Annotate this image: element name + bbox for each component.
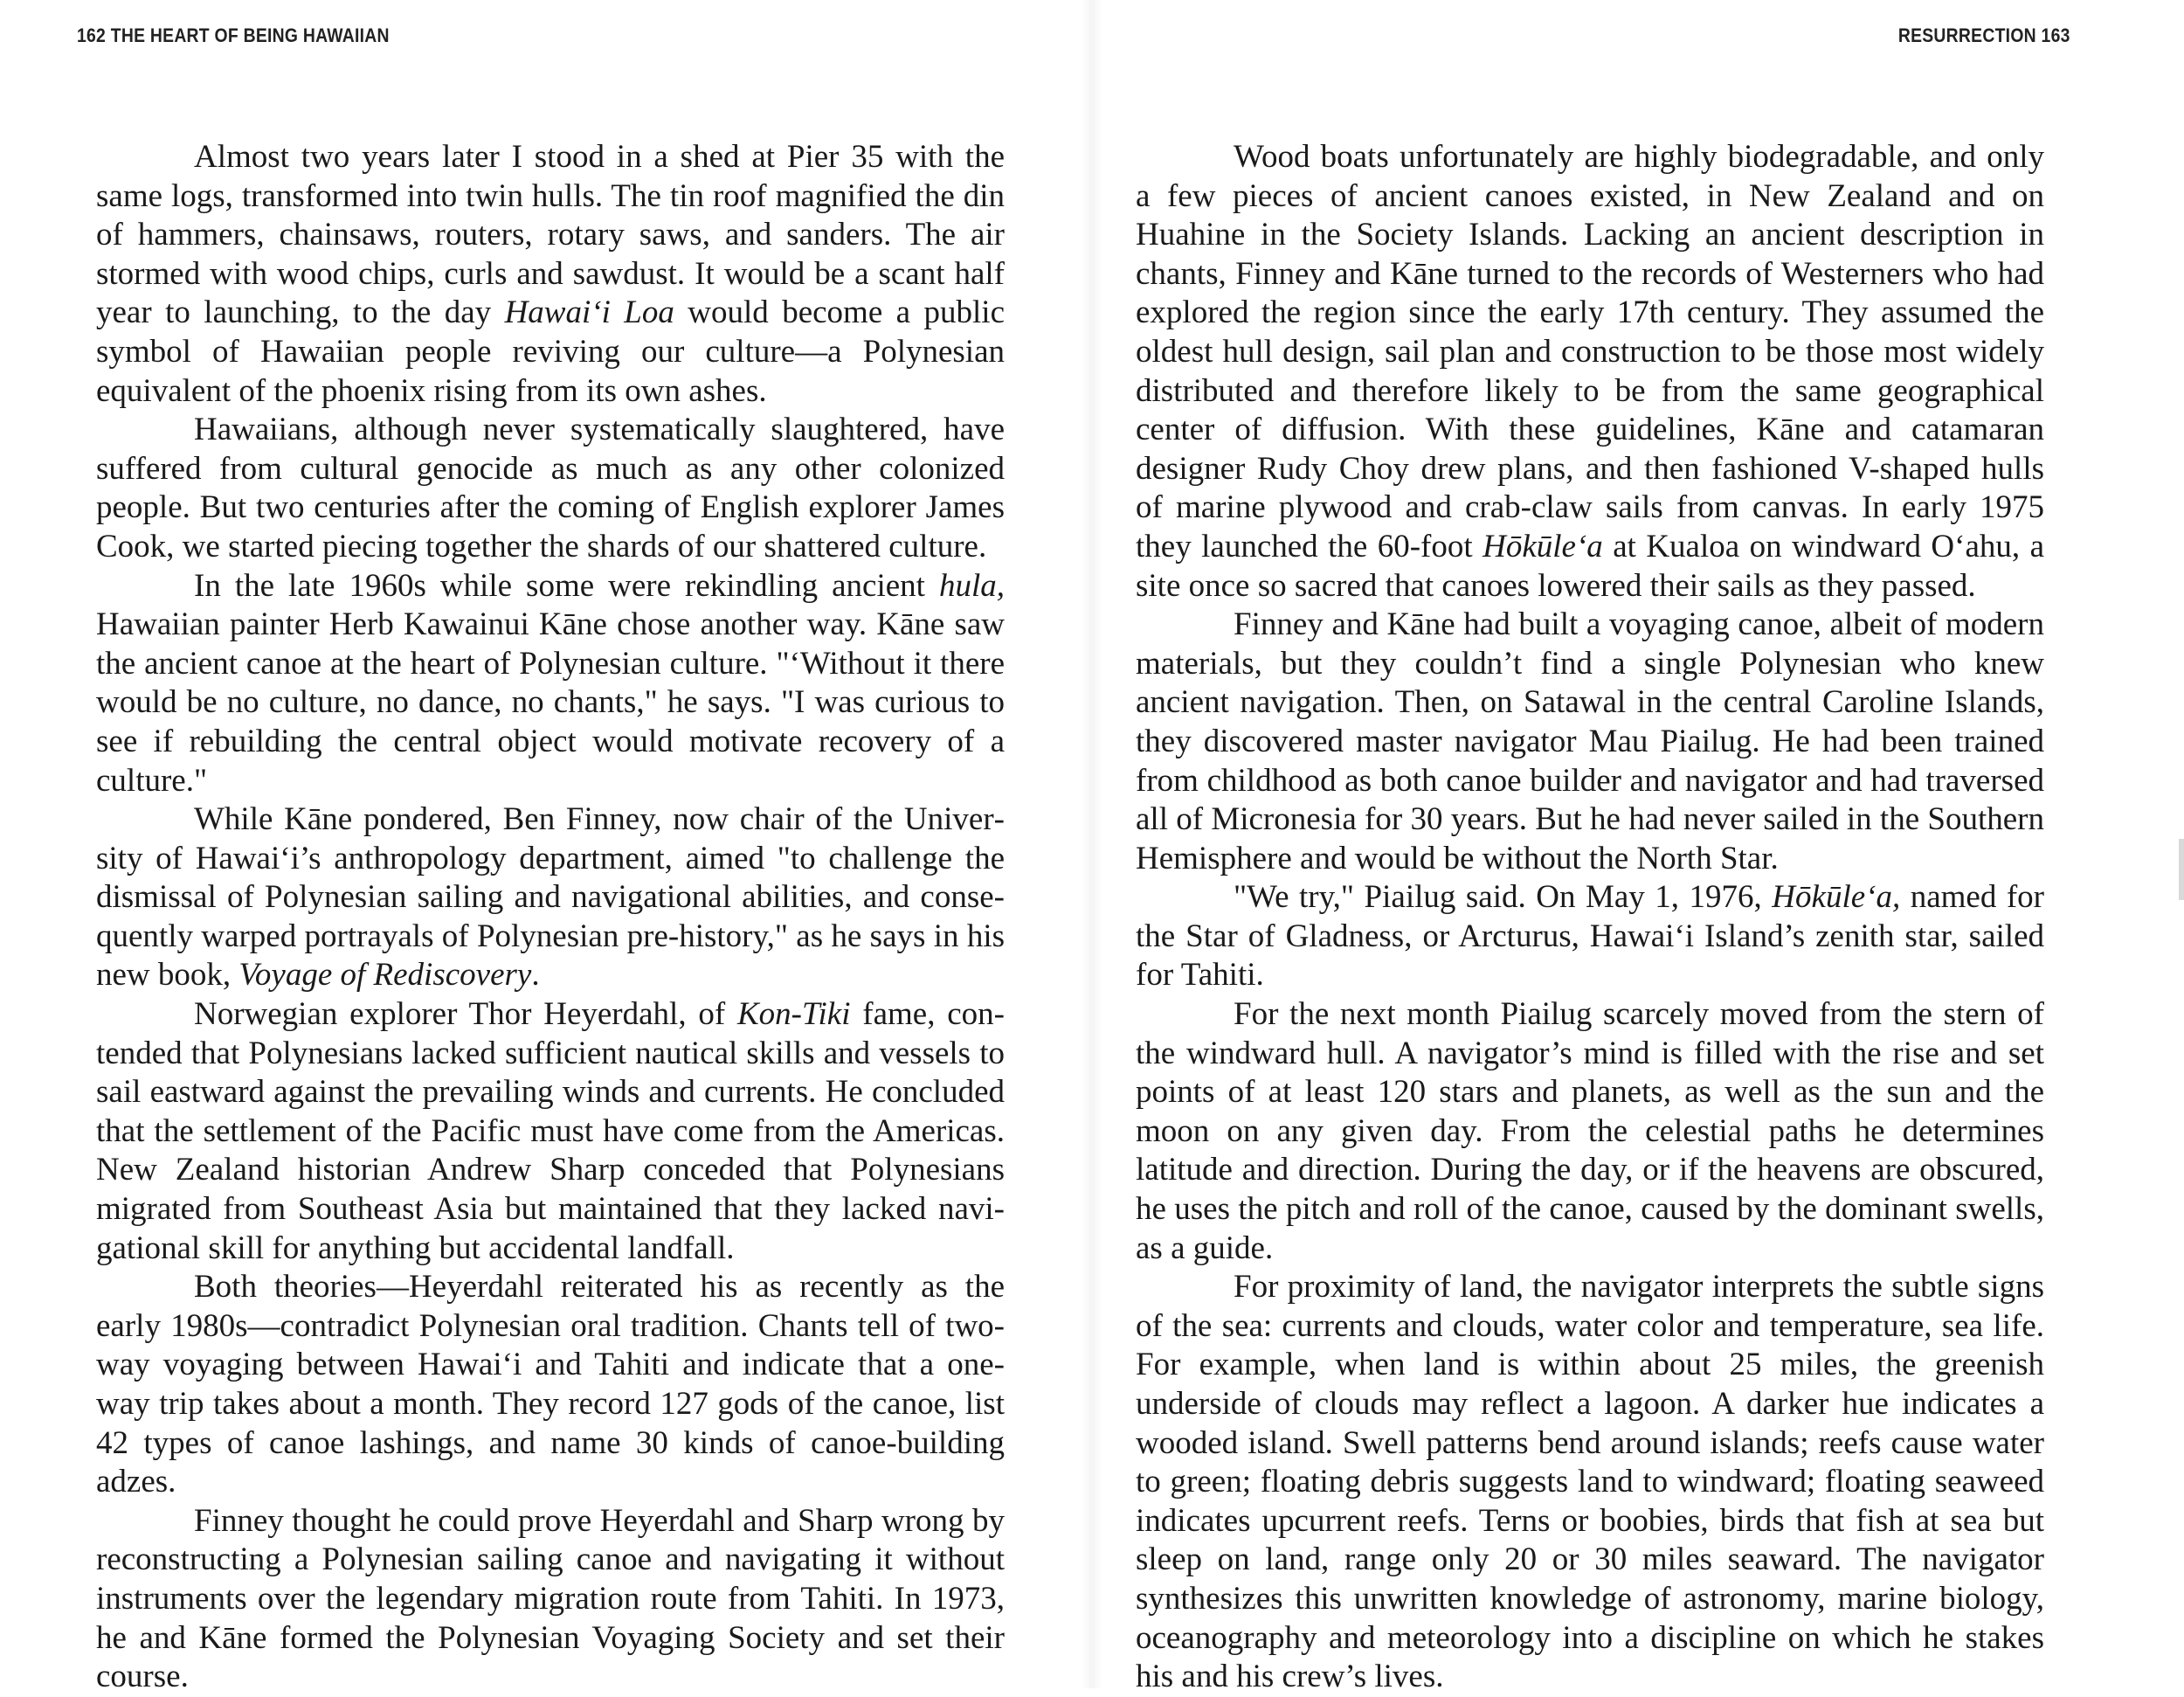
italic-text: Voyage of Rediscovery — [238, 957, 532, 994]
right-paragraph — [1136, 606, 2044, 878]
text-run: Both theories—Heyerdahl reiterated his as recently as the early 1980s—contradict Polynesian oral tradition. Chants tell of two-way voyaging between Hawai‘i and Tahiti and indicate that a one-way trip takes about a month. They record 127 gods of the canoe, list 42 types of canoe lashings, and name 30 kinds of canoe-building adzes. — [96, 1269, 1005, 1500]
left-paragraph — [96, 411, 1005, 566]
left-paragraph — [96, 1268, 1005, 1502]
italic-text: Kon-Tiki — [736, 996, 851, 1033]
left-text-block — [96, 138, 1005, 1697]
right-paragraph — [1136, 878, 2044, 995]
text-run: Wood boats unfortunately are highly biodegradable, and only a few pieces of ancient canoes existed, in New Zealand and on Huahine in the Society Islands. Lacking an ancient description in chants, Finney and Kāne turned to the records of Westerners who had explored the region since the early 17th century. They assumed the oldest hull design, sail plan and construction to be those most widely distributed and therefore likely to be from the same geographical center of diffusion. With these guidelines, Kāne and catamaran designer Rudy Choy drew plans, and then fashioned V-shaped hulls of marine plywood and crab-claw sails from canvas. In early 1975 they launched the 60-foot — [1136, 139, 2044, 565]
text-run: While Kāne pondered, Ben Finney, now chair of the University of Hawai‘i’s anthropology department, aimed "to challenge the dismissal of Polynesian sailing and navigational abilities, and consequently warped portrayals of Polynesian pre-history," as he says in his new book, — [96, 801, 1005, 994]
right-paragraph — [1136, 995, 2044, 1268]
text-run: . — [531, 957, 540, 994]
text-run: Hawaiian painter Herb Kawainui Kāne chose another way. Kāne saw the ancient canoe at the heart of Polynesian culture. "‘Without it there would be no culture, no dance, no chants," he says. "I was curious to see if rebuilding the central object would motivate recovery of a culture." — [96, 606, 1005, 799]
right-paragraph — [1136, 138, 2044, 606]
text-run: Finney and Kāne had built a voyaging canoe, albeit of modern materials, but they couldn’t find a single Polynesian who knew ancient navigation. Then, on Satawal in the central Caroline Islands, they discovered master navigator Mau Piailug. He had been trained from childhood as both canoe builder and navigator and had traversed all of Micronesia for 30 years. But he had never sailed in the Southern Hemisphere and would be without the North Star. — [1136, 606, 2044, 876]
text-run: would become a public symbol of Hawaiian people reviving our culture—a Polynesian equivalent of the phoenix rising from its own ashes. — [96, 294, 1006, 409]
right-paragraph — [1136, 1268, 2044, 1697]
left-paragraph — [96, 995, 1005, 1268]
italic-text: Hawai‘i Loa — [504, 294, 674, 331]
text-run: "We try," Piailug said. On May 1, 1976, — [1234, 879, 1773, 916]
right-page — [1092, 0, 2184, 1695]
left-running-head: 162 THE HEART OF BEING HAWAIIAN — [77, 24, 390, 46]
italic-text: Hōkūle‘a, — [1772, 879, 1901, 916]
right-running-head: RESURRECTION 163 — [1898, 24, 2070, 46]
text-run: Norwegian explorer Thor Heyerdahl, of — [194, 996, 737, 1033]
text-run: named for the Star of Gladness, or Arcturus, Hawai‘i Island’s zenith star, sailed for Tahiti. — [1136, 879, 2044, 994]
text-run: For proximity of land, the navigator interprets the subtle signs of the sea: currents and clouds, water color and temperature, sea life. For example, when land is within about 25 miles, the greenish underside of clouds may reflect a lagoon. A darker hue indicates a wooded island. Swell patterns bend around islands; reefs cause water to green; floating debris suggests land to windward; floating seaweed indicates upcurrent reefs. Terns or boobies, birds that fish at sea but sleep on land, range only 20 or 30 miles seaward. The navigator synthesizes this unwritten knowledge of astronomy, marine biology, oceanography and meteorology into a discipline on which he stakes his and his crew’s lives. — [1136, 1269, 2044, 1695]
text-run: fame, contended that Polynesians lacked sufficient nautical skills and vessels to sail eastward against the prevailing winds and currents. He concluded that the settlement of the Pacific must have come from the Americas. New Zealand historian Andrew Sharp conceded that Polynesians migrated from Southeast Asia but maintained that they lacked navigational skill for anything but accidental landfall. — [96, 996, 1005, 1266]
left-paragraph — [96, 800, 1005, 995]
left-paragraph — [96, 567, 1005, 801]
italic-text: Hōkūle‘a — [1482, 528, 1603, 565]
text-run: For the next month Piailug scarcely moved from the stern of the windward hull. A navigator’s mind is filled with the rise and set points of at least 120 stars and planets, as well as the sun and the moon on any given day. From the celestial paths he determines latitude and direction. During the day, or if the heavens are obscured, he uses the pitch and roll of the canoe, caused by the dominant swells, as a guide. — [1136, 996, 2044, 1266]
left-page — [0, 0, 1092, 1695]
text-run: In the late 1960s while some were rekindling ancient — [194, 567, 939, 604]
italic-text: hula, — [938, 567, 1005, 604]
left-paragraph — [96, 138, 1005, 411]
text-run: at Kualoa on windward O‘ahu, a site once so sacred that canoes lowered their sails as they passed. — [1136, 528, 2044, 604]
text-run: Finney thought he could prove Heyerdahl and Sharp wrong by reconstructing a Polynesian sailing canoe and navigating it without instruments over the legendary migration route from Tahiti. In 1973, he and Kāne formed the Polynesian Voyaging Society and set their course. — [96, 1502, 1005, 1695]
text-run: Almost two years later I stood in a shed at Pier 35 with the same logs, transformed into twin hulls. The tin roof magnified the din of hammers, chainsaws, routers, rotary saws, and sanders. The air stormed with wood chips, curls and sawdust. It would be a scant half year to launching, to the day — [96, 139, 1005, 331]
text-run: Hawaiians, although never systematically slaughtered, have suffered from cultural genocide as much as any other colonized people. But two centuries after the coming of English explorer James Cook, we started piecing together the shards of our shattered culture. — [96, 412, 1005, 565]
page-edge-mark — [2179, 839, 2184, 900]
left-paragraph — [96, 1502, 1005, 1697]
right-text-block — [1136, 138, 2044, 1697]
